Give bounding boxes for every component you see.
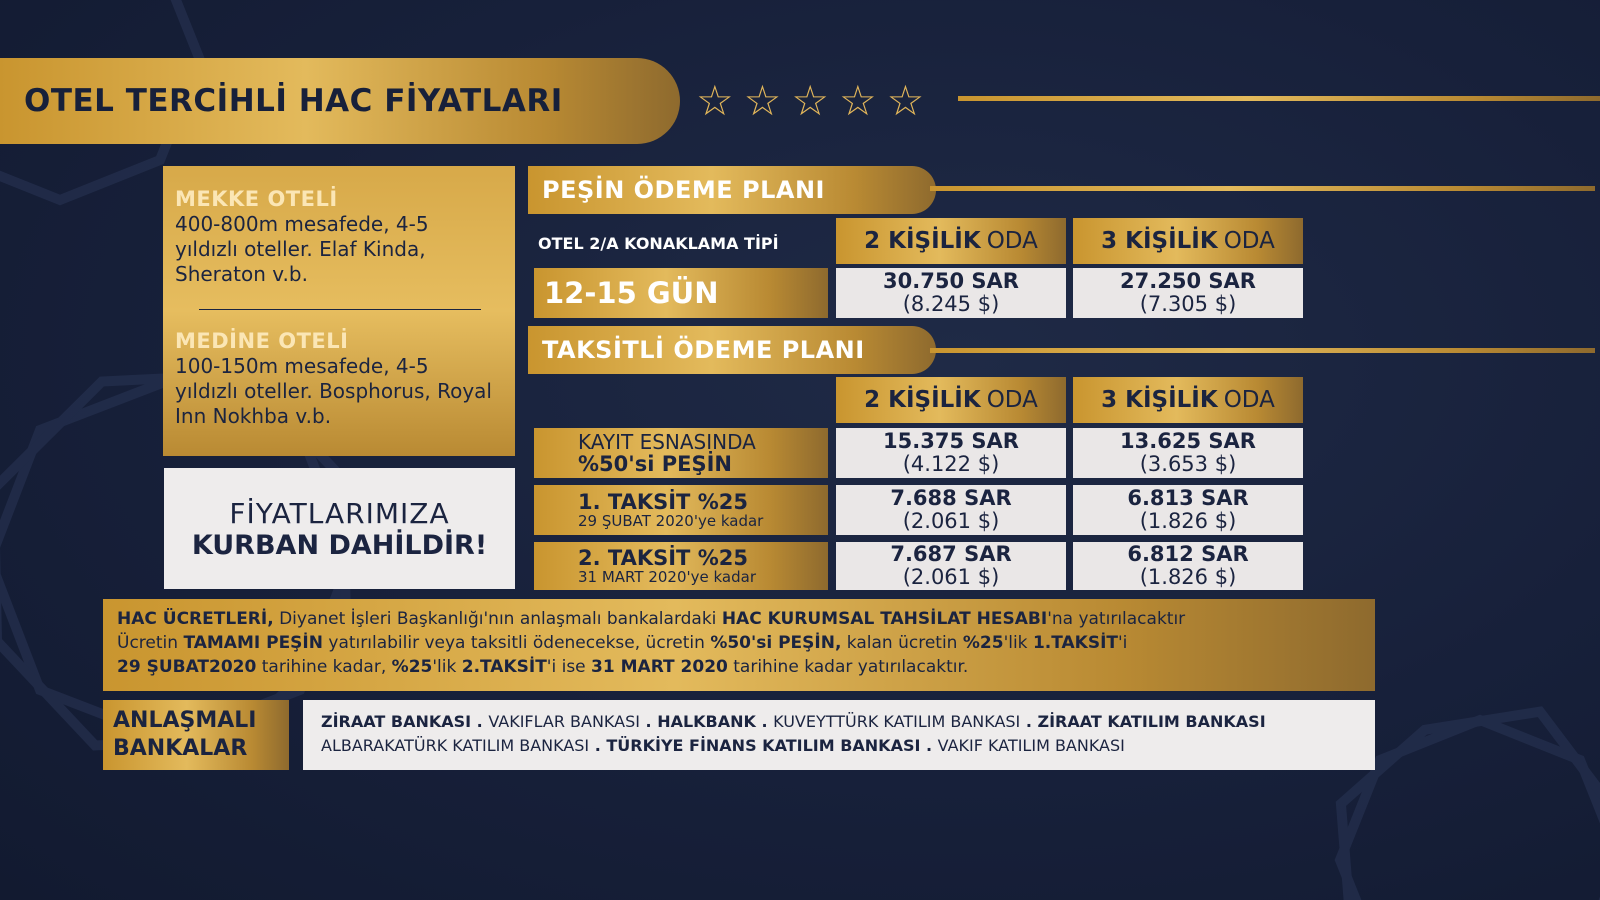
bank-name: VAKIF KATILIM BANKASI <box>937 736 1125 755</box>
taksit-divider-line <box>930 348 1595 353</box>
star-icon: ☆ <box>743 76 782 125</box>
col-header-bold: 3 KİŞİLİK <box>1101 228 1218 254</box>
bank-name: VAKIFLAR BANKASI <box>488 712 640 731</box>
bank-separator: . <box>589 736 607 755</box>
bank-name: ZİRAAT BANKASI <box>321 712 472 731</box>
note-bold: 29 ŞUBAT2020 <box>117 657 257 677</box>
note-bold: %50'si PEŞİN, <box>710 633 842 653</box>
bank-name: ZİRAAT KATILIM BANKASI <box>1037 712 1266 731</box>
concession-type-label: OTEL 2/A KONAKLAMA TİPİ <box>538 233 779 253</box>
partner-banks-list <box>303 700 1375 770</box>
row-label-sub: 29 ŞUBAT 2020'ye kadar <box>578 511 764 530</box>
taksit-price-2 <box>836 542 1066 590</box>
pesin-divider-line <box>930 186 1595 191</box>
col-header-rest: ODA <box>986 387 1038 413</box>
star-icon: ☆ <box>838 76 877 125</box>
taksit-price-2 <box>836 428 1066 478</box>
row-label-main: 1. TAKSİT %25 <box>578 489 748 514</box>
stay-duration-cell: 12-15 GÜN <box>534 268 828 318</box>
bank-name: KUVEYTTÜRK KATILIM BANKASI <box>773 712 1021 731</box>
kurban-line-2: KURBAN DAHİLDİR! <box>191 529 488 561</box>
page-title: OTEL TERCİHLİ HAC FİYATLARI <box>24 83 563 119</box>
note-text: tarihine kadar yatırılacaktır. <box>727 657 969 677</box>
medine-hotel-title: MEDİNE OTELİ <box>175 329 349 353</box>
star-icon: ☆ <box>696 76 734 125</box>
price-sar: 27.250 SAR <box>1120 269 1256 293</box>
row-label-sub: 31 MART 2020'ye kadar <box>578 567 756 586</box>
taksit-plan-title: TAKSİTLİ ÖDEME PLANI <box>542 336 865 364</box>
pesin-price-3 <box>1073 268 1303 318</box>
note-line-3 <box>117 655 1361 679</box>
note-bold: HAC KURUMSAL TAHSİLAT HESABI <box>721 609 1048 629</box>
medine-hotel-description: 100-150m mesafede, 4-5 yıldızlı oteller. Bosphorus, Royal Inn Nokhba v.b. <box>175 354 492 428</box>
bank-name: HALKBANK <box>657 712 756 731</box>
taksit-plan-banner <box>528 326 936 374</box>
star-icon: ☆ <box>886 76 925 125</box>
note-text: 'i <box>1118 633 1128 653</box>
price-sar: 6.812 SAR <box>1127 542 1249 566</box>
price-sar: 13.625 SAR <box>1120 429 1256 453</box>
taksit-price-3 <box>1073 542 1303 590</box>
banks-line-1 <box>321 710 1357 734</box>
note-text: 'i ise <box>546 657 592 677</box>
price-usd: (3.653 $) <box>1139 452 1237 476</box>
taksit-price-2 <box>836 485 1066 535</box>
title-banner <box>0 58 680 144</box>
price-usd: (2.061 $) <box>902 509 1000 533</box>
note-bold: %25 <box>391 657 433 677</box>
price-usd: (2.061 $) <box>902 565 1000 589</box>
price-sar: 6.813 SAR <box>1127 486 1249 510</box>
price-usd: (1.826 $) <box>1139 565 1237 589</box>
banks-line-2 <box>321 734 1357 758</box>
kurban-line-1: FİYATLARIMIZA <box>229 496 450 530</box>
price-usd: (7.305 $) <box>1139 292 1237 316</box>
banks-label-line-2: BANKALAR <box>113 736 248 761</box>
col-header-bold: 2 KİŞİLİK <box>864 228 981 254</box>
col-header-rest: ODA <box>986 228 1038 254</box>
banks-label-line-1: ANLAŞMALI <box>113 708 257 733</box>
taksit-row-label <box>534 542 828 590</box>
row-label-sub: %50'si PEŞİN <box>578 452 732 476</box>
bank-separator: . <box>639 712 658 731</box>
taksit-row-label <box>534 485 828 535</box>
note-text: Ücretin <box>117 633 184 653</box>
hotel-info-box <box>163 166 515 456</box>
col-header-rest: ODA <box>1223 228 1275 254</box>
note-bold: 1.TAKSİT <box>1032 633 1118 653</box>
taksit-price-3 <box>1073 428 1303 478</box>
pesin-plan-banner <box>528 166 936 214</box>
star-icon: ☆ <box>791 76 829 125</box>
price-usd: (4.122 $) <box>902 452 1000 476</box>
col-header-bold: 3 KİŞİLİK <box>1101 387 1218 413</box>
mekke-hotel-title: MEKKE OTELİ <box>175 187 338 211</box>
note-bold: HAC ÜCRETLERİ, <box>117 609 274 629</box>
star-rating <box>696 78 924 124</box>
price-sar: 15.375 SAR <box>883 429 1019 453</box>
note-bold: 31 MART 2020 <box>591 657 728 677</box>
note-text: 'lik <box>1003 633 1033 653</box>
pesin-price-2 <box>836 268 1066 318</box>
note-text: 'na yatırılacaktır <box>1047 609 1186 629</box>
col-header-rest: ODA <box>1223 387 1275 413</box>
note-bold: 2.TAKSİT <box>461 657 547 677</box>
note-text: tarihine kadar, <box>256 657 392 677</box>
note-text: kalan ücretin <box>841 633 963 653</box>
partner-banks-label <box>103 700 289 770</box>
price-sar: 7.687 SAR <box>890 542 1012 566</box>
taksit-col-header-2 <box>836 377 1066 423</box>
bank-separator: . <box>920 736 938 755</box>
taksit-price-3 <box>1073 485 1303 535</box>
payment-info-note <box>103 599 1375 691</box>
price-sar: 7.688 SAR <box>890 486 1012 510</box>
pesin-col-header-2 <box>836 218 1066 264</box>
bank-name: ALBARAKATÜRK KATILIM BANKASI <box>321 736 590 755</box>
note-line-2 <box>117 631 1361 655</box>
row-label-main: 2. TAKSİT %25 <box>578 545 748 570</box>
hotel-divider <box>199 309 481 310</box>
pesin-col-header-3 <box>1073 218 1303 264</box>
bank-name: TÜRKİYE FİNANS KATILIM BANKASI <box>606 736 921 755</box>
mekke-hotel-description: 400-800m mesafede, 4-5 yıldızlı oteller. Elaf Kinda, Sheraton v.b. <box>175 212 429 286</box>
price-usd: (8.245 $) <box>902 292 1000 316</box>
pesin-plan-title: PEŞİN ÖDEME PLANI <box>542 176 825 204</box>
title-divider-line <box>958 96 1600 101</box>
note-line-1 <box>117 607 1361 631</box>
price-usd: (1.826 $) <box>1139 509 1237 533</box>
taksit-col-header-3 <box>1073 377 1303 423</box>
col-header-bold: 2 KİŞİLİK <box>864 387 981 413</box>
note-bold: TAMAMI PEŞİN <box>183 633 323 653</box>
kurban-included-box <box>164 468 515 589</box>
note-text: Diyanet İşleri Başkanlığı'nın anlaşmalı bankalardaki <box>273 609 722 629</box>
note-text: 'lik <box>432 657 462 677</box>
row-label-main: KAYIT ESNASINDA <box>578 430 756 454</box>
note-bold: %25 <box>962 633 1004 653</box>
note-text: yatırılabilir veya taksitli ödenecekse, ücretin <box>322 633 711 653</box>
bank-separator: . <box>1020 712 1038 731</box>
bank-separator: . <box>755 712 774 731</box>
price-sar: 30.750 SAR <box>883 269 1019 293</box>
bank-separator: . <box>471 712 489 731</box>
taksit-row-label <box>534 428 828 478</box>
